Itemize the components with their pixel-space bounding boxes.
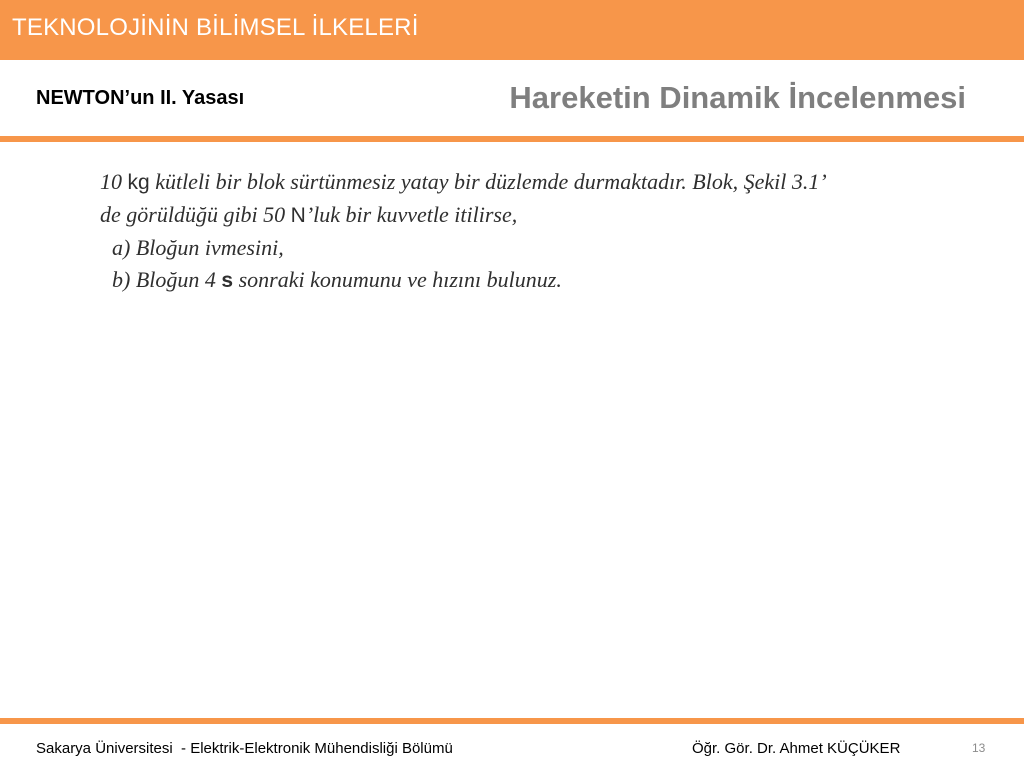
problem-line-2-start: de görüldüğü gibi 50 bbox=[100, 202, 291, 227]
mass-unit: kg bbox=[127, 171, 150, 194]
problem-part-a: a) Bloğun ivmesini, bbox=[112, 235, 284, 260]
header-divider bbox=[0, 136, 1024, 142]
problem-part-b bbox=[100, 264, 980, 297]
footer-author: Öğr. Gör. Dr. Ahmet KÜÇÜKER bbox=[692, 740, 901, 757]
time-unit: s bbox=[221, 269, 234, 292]
topic-label: NEWTON’un II. Yasası bbox=[36, 87, 245, 109]
section-title: Hareketin Dinamik İncelenmesi bbox=[509, 80, 966, 115]
title-bar bbox=[0, 0, 1024, 60]
problem-part-b-start: b) Bloğun 4 bbox=[112, 267, 222, 292]
problem-part-b-end: sonraki konumunu ve hızını bulunuz. bbox=[233, 267, 562, 292]
problem-statement bbox=[100, 166, 980, 297]
page-number: 13 bbox=[972, 741, 986, 755]
problem-line-2-end: ’luk bir kuvvetle itilirse, bbox=[305, 202, 518, 227]
force-unit: N bbox=[290, 204, 306, 227]
problem-line-1-end: kütleli bir blok sürtünmesiz yatay bir düzlemde durmaktadır. Blok, Şekil 3.1’ bbox=[149, 169, 827, 194]
problem-line-1-start: 10 bbox=[100, 169, 128, 194]
problem-line-1 bbox=[100, 166, 980, 199]
course-title: TEKNOLOJİNİN BİLİMSEL İLKELERİ bbox=[12, 14, 419, 41]
problem-line-2 bbox=[100, 199, 980, 232]
footer-divider bbox=[0, 718, 1024, 724]
footer-university: Sakarya Üniversitesi - Elektrik-Elektronik Mühendisliği Bölümü bbox=[36, 740, 453, 757]
